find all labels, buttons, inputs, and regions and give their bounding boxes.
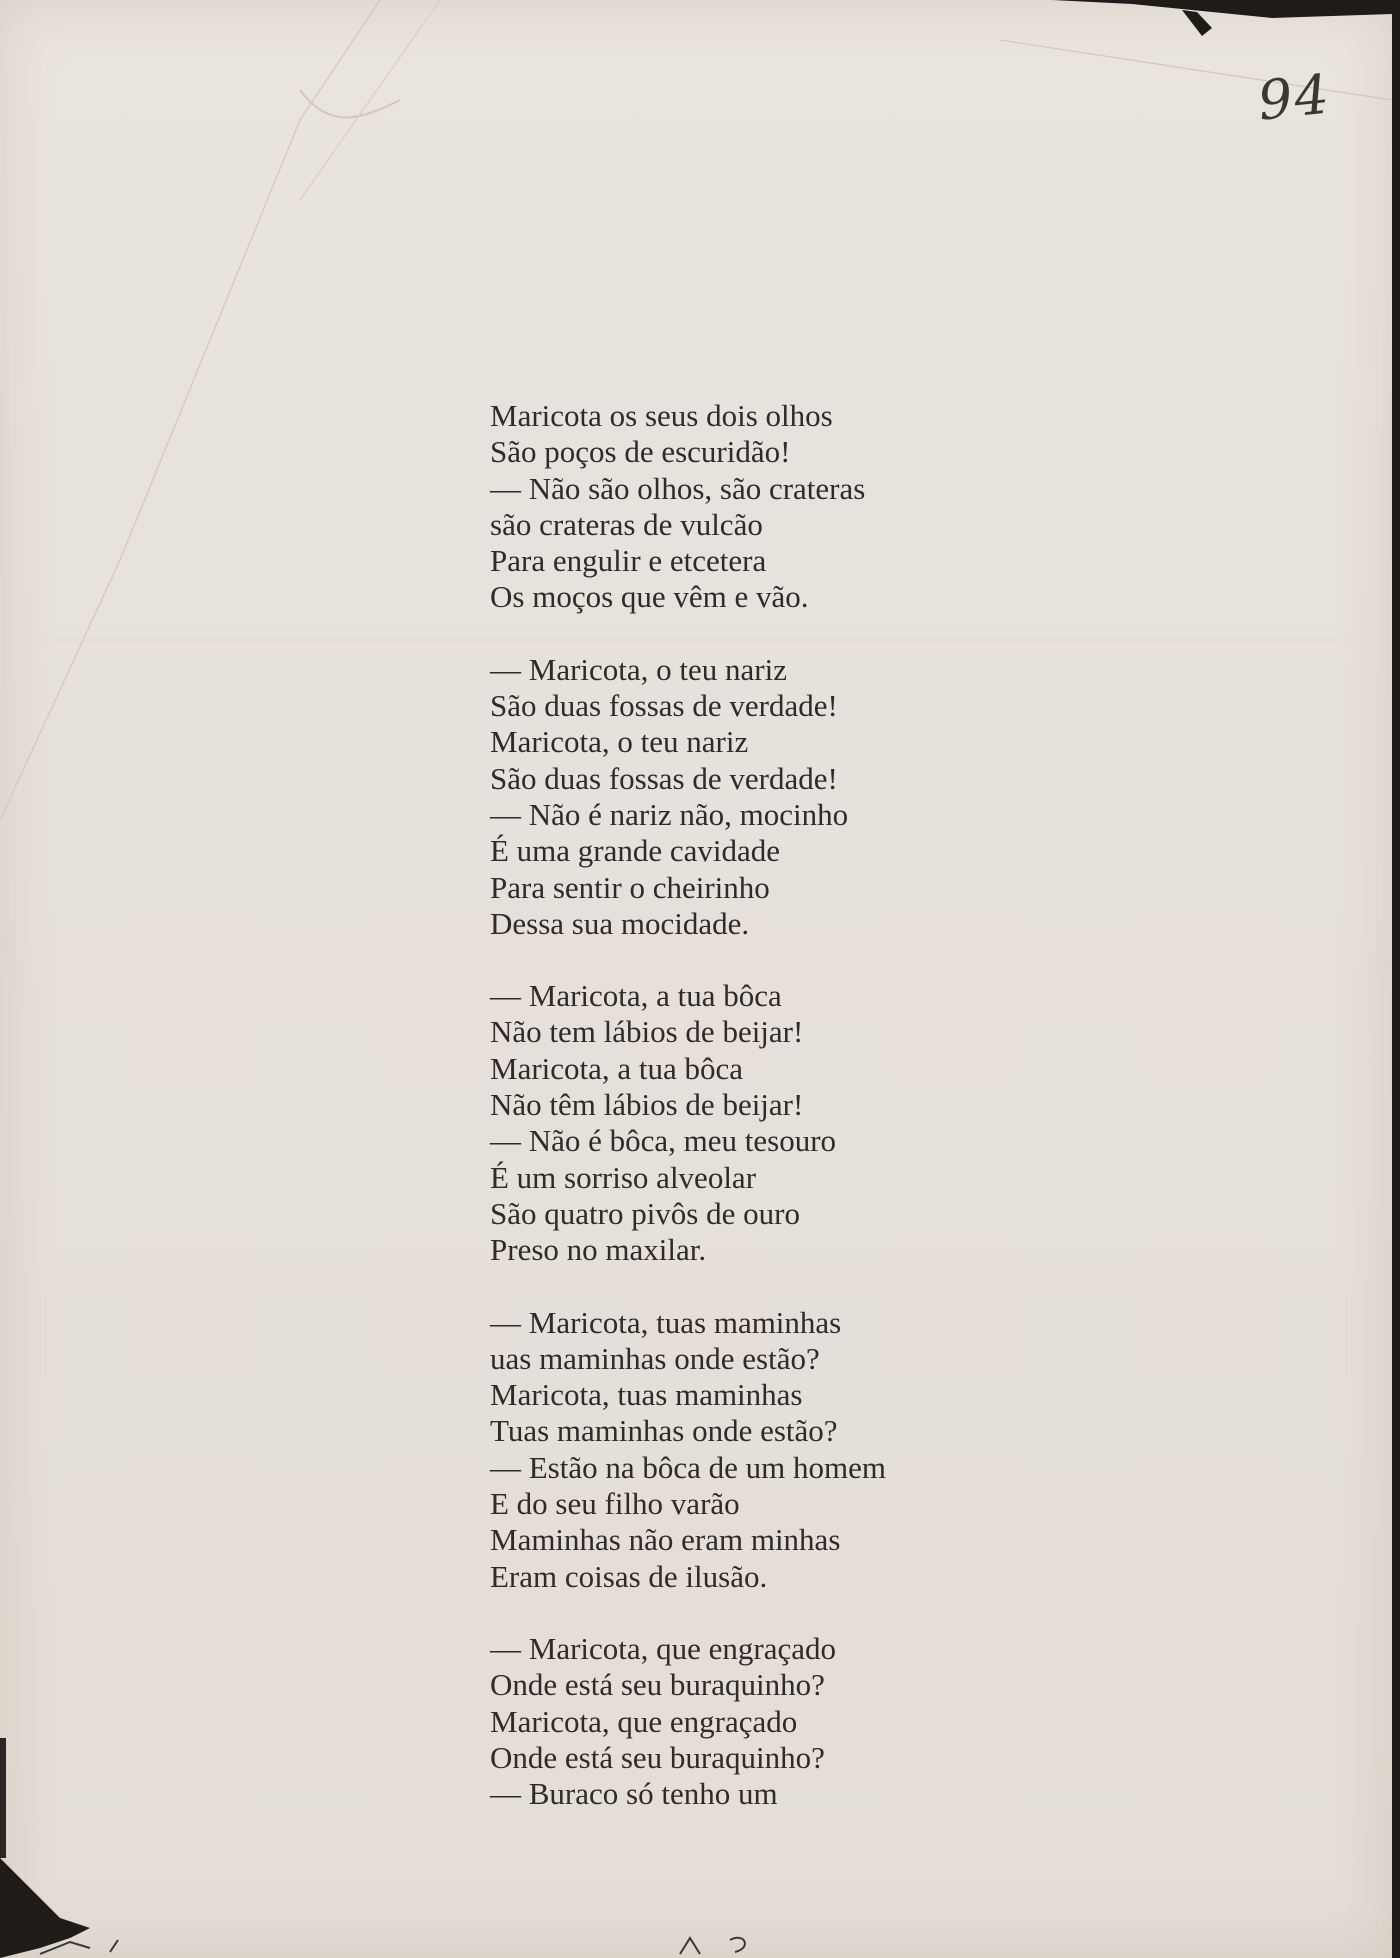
poem-line: Não têm lábios de beijar! (490, 1087, 804, 1123)
stanza (490, 652, 1050, 942)
poem-line: Onde está seu buraquinho? (490, 1667, 825, 1703)
poem-line: Para sentir o cheirinho (490, 869, 770, 905)
poem-line: — Estão na bôca de um homem (490, 1449, 887, 1485)
stanza (490, 978, 1050, 1268)
poem-line: Para engulir e etcetera (490, 543, 767, 579)
torn-corner-top (1052, 0, 1392, 40)
poem-line: — Maricota, tuas maminhas (490, 1304, 842, 1340)
poem-line: — Maricota, a tua bôca (490, 978, 782, 1014)
poem-line: uas maminhas onde estão? (490, 1340, 820, 1376)
poem-line: Onde está seu buraquinho? (490, 1739, 825, 1775)
poem-line: Os moços que vêm e vão. (490, 579, 809, 615)
poem-line: Maricota, a tua bôca (490, 1050, 744, 1086)
poem-line: — Buraco só tenho um (490, 1776, 778, 1812)
poem-line: São duas fossas de verdade! (490, 760, 838, 796)
poem-line: São poços de escuridão! (490, 434, 791, 470)
poem-line: são crateras de vulcão (490, 506, 763, 542)
stanza (490, 1305, 1050, 1595)
poem-line: — Não é nariz não, mocinho (490, 796, 849, 832)
poem-line: Não tem lábios de beijar! (490, 1014, 804, 1050)
poem-line: — Não são olhos, são crateras (490, 470, 866, 506)
poem-line: — Não é bôca, meu tesouro (490, 1123, 837, 1159)
scan-edge (1392, 0, 1400, 1958)
page-number: 94 (1254, 62, 1334, 133)
poem-line: E do seu filho varão (490, 1486, 740, 1522)
poem-line: É um sorriso alveolar (490, 1159, 757, 1195)
stanza (490, 1631, 1050, 1812)
handwritten-marks (0, 1918, 900, 1958)
stanza (490, 398, 1050, 616)
poem-line: — Maricota, o teu nariz (490, 651, 787, 687)
poem-line: Dessa sua mocidade. (490, 905, 750, 941)
poem-line: Maminhas não eram minhas (490, 1522, 841, 1558)
poem-line: São duas fossas de verdade! (490, 688, 838, 724)
poem-line: Tuas maminhas onde estão? (490, 1413, 838, 1449)
poem-line: Eram coisas de ilusão. (490, 1558, 768, 1594)
poem-line: É uma grande cavidade (490, 833, 781, 869)
poem-line: Maricota, o teu nariz (490, 724, 749, 760)
poem-line: Maricota, tuas maminhas (490, 1377, 803, 1413)
poem-line: Preso no maxilar. (490, 1232, 707, 1268)
poem-line: São quatro pivôs de ouro (490, 1195, 800, 1231)
poem-line: — Maricota, que engraçado (490, 1630, 837, 1666)
poem-line: Maricota os seus dois olhos (490, 398, 833, 433)
poem-text (490, 398, 1050, 1848)
poem-line: Maricota, que engraçado (490, 1703, 798, 1739)
